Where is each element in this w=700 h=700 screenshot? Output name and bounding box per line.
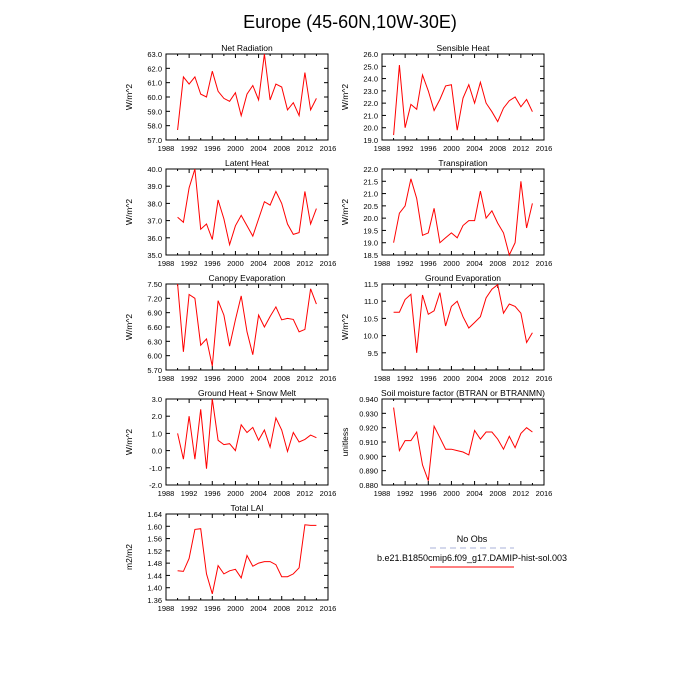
- y-tick-label: 0.890: [359, 466, 378, 476]
- plot-frame: [166, 399, 328, 485]
- y-tick-label: 0.930: [359, 409, 378, 419]
- y-tick-label: 7.50: [147, 280, 162, 289]
- panel-title: Net Radiation: [221, 43, 273, 53]
- y-tick-label: 18.5: [363, 251, 378, 260]
- x-tick-label: 2012: [296, 144, 314, 153]
- x-tick-label: 2008: [489, 144, 507, 153]
- x-tick-label: 2000: [443, 144, 460, 153]
- x-tick-label: 2008: [273, 604, 291, 613]
- y-tick-label: 1.0: [151, 429, 162, 439]
- x-tick-label: 2004: [466, 489, 483, 498]
- x-tick-label: 2012: [296, 604, 314, 613]
- y-tick-label: 20.0: [363, 123, 378, 133]
- plot-frame: [166, 169, 328, 255]
- y-tick-label: 19.5: [363, 226, 378, 236]
- y-axis-label: W/m^2: [124, 198, 134, 226]
- panel-6: [340, 273, 552, 383]
- y-tick-label: 1.60: [147, 522, 162, 532]
- y-tick-label: 19.0: [363, 136, 378, 145]
- y-tick-label: 21.0: [363, 189, 378, 199]
- x-tick-label: 2016: [319, 259, 337, 268]
- y-tick-label: 6.00: [147, 351, 162, 361]
- y-tick-label: 0.880: [359, 481, 378, 490]
- x-tick-label: 2008: [273, 374, 291, 383]
- x-tick-label: 1996: [203, 259, 221, 268]
- x-tick-label: 2004: [466, 259, 483, 268]
- x-tick-label: 2000: [227, 604, 244, 613]
- x-tick-label: 1996: [419, 374, 437, 383]
- y-tick-label: 26.0: [363, 50, 378, 59]
- y-tick-label: 1.64: [147, 510, 162, 519]
- y-tick-label: 24.0: [363, 74, 378, 84]
- y-tick-label: 40.0: [147, 165, 162, 174]
- x-tick-label: 1988: [157, 489, 175, 498]
- x-tick-label: 1988: [373, 259, 391, 268]
- series-line: [178, 399, 317, 469]
- y-tick-label: -1.0: [149, 463, 162, 473]
- y-tick-label: 39.0: [147, 182, 162, 192]
- y-tick-label: 22.0: [363, 99, 378, 109]
- panel-1: [124, 43, 336, 153]
- panel-2: [340, 43, 552, 153]
- x-tick-label: 2016: [319, 144, 337, 153]
- y-tick-label: 21.0: [363, 111, 378, 121]
- x-tick-label: 2000: [227, 144, 244, 153]
- panel-title: Ground Evaporation: [424, 273, 502, 283]
- x-tick-label: 2012: [512, 374, 530, 383]
- panels: [124, 43, 552, 613]
- panel-title: Latent Heat: [225, 158, 269, 168]
- x-tick-label: 2004: [250, 374, 267, 383]
- series-line: [394, 285, 533, 353]
- x-tick-label: 2004: [466, 144, 483, 153]
- y-tick-label: -2.0: [149, 481, 162, 490]
- x-tick-label: 2016: [319, 489, 337, 498]
- x-tick-label: 2012: [296, 374, 314, 383]
- y-tick-label: 61.0: [147, 78, 162, 88]
- x-tick-label: 2004: [250, 259, 267, 268]
- y-tick-label: 10.0: [363, 331, 378, 341]
- x-tick-label: 2004: [466, 374, 483, 383]
- figure-title: Europe (45-60N,10W-30E): [243, 12, 457, 32]
- x-tick-label: 2004: [250, 604, 267, 613]
- x-tick-label: 2008: [489, 489, 507, 498]
- x-tick-label: 1996: [203, 604, 221, 613]
- y-tick-label: 60.0: [147, 93, 162, 102]
- y-axis-label: W/m^2: [340, 198, 350, 226]
- y-tick-label: 20.0: [363, 214, 378, 224]
- panel-title: Canopy Evaporation: [208, 273, 286, 283]
- x-tick-label: 2016: [535, 489, 553, 498]
- x-tick-label: 1996: [419, 259, 437, 268]
- series-line: [394, 179, 533, 255]
- y-tick-label: 5.70: [147, 366, 162, 375]
- y-tick-label: 7.20: [147, 294, 162, 304]
- y-axis-label: m2/m2: [124, 544, 134, 570]
- x-tick-label: 1988: [373, 489, 391, 498]
- series-line: [394, 408, 533, 481]
- x-tick-label: 1992: [180, 259, 198, 268]
- y-tick-label: 1.52: [147, 546, 162, 556]
- y-tick-label: 1.56: [147, 534, 162, 544]
- x-tick-label: 1992: [180, 144, 198, 153]
- legend: [377, 534, 567, 567]
- x-tick-label: 2000: [227, 489, 244, 498]
- y-tick-label: 10.5: [363, 314, 378, 324]
- legend-obs-label: No Obs: [456, 534, 488, 544]
- x-tick-label: 1996: [419, 144, 437, 153]
- x-tick-label: 1992: [396, 144, 414, 153]
- y-tick-label: 22.0: [363, 165, 378, 174]
- x-tick-label: 2004: [250, 144, 267, 153]
- y-tick-label: 38.0: [147, 199, 162, 209]
- x-tick-label: 1988: [157, 259, 175, 268]
- x-tick-label: 1996: [203, 374, 221, 383]
- x-tick-label: 2016: [535, 374, 553, 383]
- x-tick-label: 1996: [203, 489, 221, 498]
- panel-8: [340, 388, 552, 498]
- plot-frame: [382, 284, 544, 370]
- y-tick-label: 37.0: [147, 216, 162, 226]
- x-tick-label: 1992: [180, 489, 198, 498]
- x-tick-label: 1996: [419, 489, 437, 498]
- x-tick-label: 1988: [373, 374, 391, 383]
- plot-frame: [166, 284, 328, 370]
- x-tick-label: 1988: [157, 144, 175, 153]
- y-tick-label: 59.0: [147, 107, 162, 117]
- panel-title: Transpiration: [438, 158, 488, 168]
- x-tick-label: 1992: [180, 374, 198, 383]
- x-tick-label: 1992: [180, 604, 198, 613]
- x-tick-label: 2008: [273, 144, 291, 153]
- y-tick-label: 6.90: [147, 308, 162, 318]
- y-tick-label: 11.0: [363, 297, 378, 307]
- legend-model-label: b.e21.B1850cmip6.f09_g17.DAMIP-hist-sol.003: [376, 553, 568, 563]
- x-tick-label: 2008: [489, 259, 507, 268]
- series-line: [178, 284, 317, 366]
- y-tick-label: 36.0: [147, 233, 162, 243]
- panel-7: [124, 388, 336, 498]
- panel-title: Soil moisture factor (BTRAN or BTRANMN): [381, 388, 545, 398]
- x-tick-label: 1988: [373, 144, 391, 153]
- y-tick-label: 19.0: [363, 238, 378, 248]
- y-tick-label: 0.0: [151, 446, 162, 456]
- x-tick-label: 2000: [443, 374, 460, 383]
- x-tick-label: 2012: [512, 489, 530, 498]
- y-tick-label: 11.5: [363, 280, 378, 289]
- panel-4: [340, 158, 552, 268]
- y-tick-label: 0.900: [359, 452, 378, 462]
- plot-frame: [382, 399, 544, 485]
- panel-title: Total LAI: [230, 503, 264, 513]
- y-axis-label: W/m^2: [340, 83, 350, 111]
- x-tick-label: 2016: [319, 604, 337, 613]
- y-tick-label: 0.940: [359, 395, 378, 404]
- y-axis-label: W/m^2: [340, 313, 350, 341]
- y-tick-label: 1.40: [147, 583, 162, 593]
- plot-frame: [382, 169, 544, 255]
- y-tick-label: 1.44: [147, 571, 162, 581]
- y-axis-label: unitless: [340, 427, 350, 457]
- y-tick-label: 21.5: [363, 177, 378, 187]
- y-axis-label: W/m^2: [124, 313, 134, 341]
- x-tick-label: 2000: [227, 259, 244, 268]
- panel-title: Sensible Heat: [436, 43, 490, 53]
- panel-title: Ground Heat + Snow Melt: [197, 388, 297, 398]
- x-tick-label: 2016: [535, 144, 553, 153]
- x-tick-label: 2008: [489, 374, 507, 383]
- x-tick-label: 2000: [443, 489, 460, 498]
- x-tick-label: 1992: [396, 259, 414, 268]
- x-tick-label: 1988: [157, 374, 175, 383]
- x-tick-label: 1988: [157, 604, 175, 613]
- series-line: [178, 54, 317, 130]
- panel-9: [124, 503, 336, 613]
- x-tick-label: 2012: [512, 144, 530, 153]
- y-tick-label: 1.36: [147, 596, 162, 605]
- x-tick-label: 2000: [443, 259, 460, 268]
- x-tick-label: 2012: [512, 259, 530, 268]
- y-tick-label: 63.0: [147, 50, 162, 59]
- x-tick-label: 2016: [535, 259, 553, 268]
- series-line: [394, 65, 533, 135]
- x-tick-label: 1992: [396, 489, 414, 498]
- x-tick-label: 2008: [273, 489, 291, 498]
- y-tick-label: 57.0: [147, 136, 162, 145]
- series-line: [178, 169, 317, 245]
- y-tick-label: 0.910: [359, 438, 378, 447]
- y-tick-label: 9.5: [367, 348, 378, 358]
- series-line: [178, 525, 317, 594]
- x-tick-label: 2000: [227, 374, 244, 383]
- plot-frame: [166, 54, 328, 140]
- y-tick-label: 25.0: [363, 62, 378, 72]
- y-tick-label: 62.0: [147, 64, 162, 74]
- y-axis-label: W/m^2: [124, 83, 134, 111]
- y-tick-label: 23.0: [363, 86, 378, 96]
- x-tick-label: 2016: [319, 374, 337, 383]
- panel-5: [124, 273, 336, 383]
- x-tick-label: 1996: [203, 144, 221, 153]
- y-tick-label: 6.60: [147, 323, 162, 332]
- y-tick-label: 20.5: [363, 201, 378, 211]
- x-tick-label: 2012: [296, 259, 314, 268]
- y-axis-label: W/m^2: [124, 428, 134, 456]
- y-tick-label: 3.0: [151, 395, 162, 404]
- x-tick-label: 1992: [396, 374, 414, 383]
- y-tick-label: 0.920: [359, 423, 378, 433]
- y-tick-label: 6.30: [147, 337, 162, 347]
- x-tick-label: 2004: [250, 489, 267, 498]
- y-tick-label: 58.0: [147, 121, 162, 131]
- y-tick-label: 35.0: [147, 251, 162, 260]
- y-tick-label: 2.0: [151, 412, 162, 422]
- x-tick-label: 2008: [273, 259, 291, 268]
- y-tick-label: 1.48: [147, 559, 162, 569]
- x-tick-label: 2012: [296, 489, 314, 498]
- panel-3: [124, 158, 336, 268]
